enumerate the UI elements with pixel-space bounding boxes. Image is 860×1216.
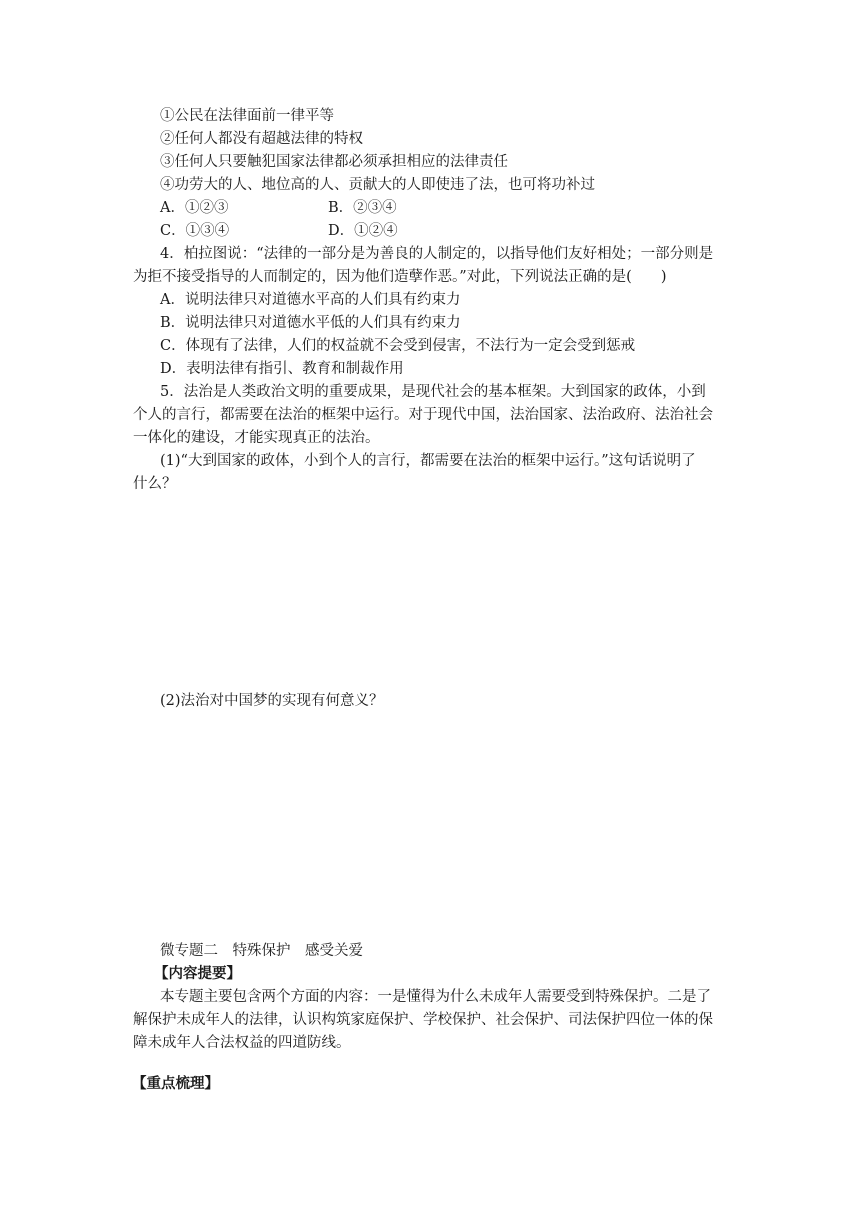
q4-option-a: A．说明法律只对道德水平高的人们具有约束力 xyxy=(160,292,461,308)
q4-option-d: D．表明法律有指引、教育和制裁作用 xyxy=(160,361,404,377)
q3-item-4: ④功劳大的人、地位高的人、贡献大的人即使违了法，也可将功补过 xyxy=(160,177,595,193)
q4-stem-line-2: 为拒不接受指导的人而制定的，因为他们造孽作恶。”对此，下列说法正确的是( ) xyxy=(133,269,667,285)
q3-item-2: ②任何人都没有超越法律的特权 xyxy=(160,131,363,147)
review-heading: 【重点梳理】 xyxy=(132,1075,219,1092)
q5-stem-line-1: 5．法治是人类政治文明的重要成果，是现代社会的基本框架。大到国家的政体，小到 xyxy=(160,384,706,400)
q5-sub1-line-1: (1)“大到国家的政体，小到个人的言行，都需要在法治的框架中运行。”这句话说明了 xyxy=(160,453,696,469)
q5-stem-line-2: 个人的言行，都需要在法治的框架中运行。对于现代中国，法治国家、法治政府、法治社会 xyxy=(133,407,713,423)
summary-line-3: 障未成年人合法权益的四道防线。 xyxy=(133,1035,351,1051)
q3-choice-b: B．②③④ xyxy=(328,200,397,216)
topic-title: 微专题二 特殊保护 感受关爱 xyxy=(160,943,363,959)
q5-stem-line-3: 一体化的建设，才能实现真正的法治。 xyxy=(133,430,380,446)
q3-choice-a: A．①②③ xyxy=(160,200,229,216)
q3-item-3: ③任何人只要触犯国家法律都必须承担相应的法律责任 xyxy=(160,154,508,170)
q4-option-b: B．说明法律只对道德水平低的人们具有约束力 xyxy=(160,315,461,331)
q4-option-c: C．体现有了法律，人们的权益就不会受到侵害，不法行为一定会受到惩戒 xyxy=(160,338,636,354)
q5-sub2: (2)法治对中国梦的实现有何意义？ xyxy=(160,693,384,709)
q3-choice-d: D．①②④ xyxy=(328,223,398,239)
q3-item-1: ①公民在法律面前一律平等 xyxy=(160,108,334,124)
summary-line-1: 本专题主要包含两个方面的内容：一是懂得为什么未成年人需要受到特殊保护。二是了 xyxy=(160,989,711,1005)
q5-sub1-line-2: 什么？ xyxy=(133,476,177,492)
q4-stem-line-1: 4．柏拉图说：“法律的一部分是为善良的人制定的，以指导他们友好相处；一部分则是 xyxy=(160,246,714,262)
q3-choice-c: C．①③④ xyxy=(160,223,230,239)
summary-line-2: 解保护未成年人的法律，认识构筑家庭保护、学校保护、社会保护、司法保护四位一体的保 xyxy=(133,1012,713,1028)
summary-heading: 【内容提要】 xyxy=(154,965,241,982)
